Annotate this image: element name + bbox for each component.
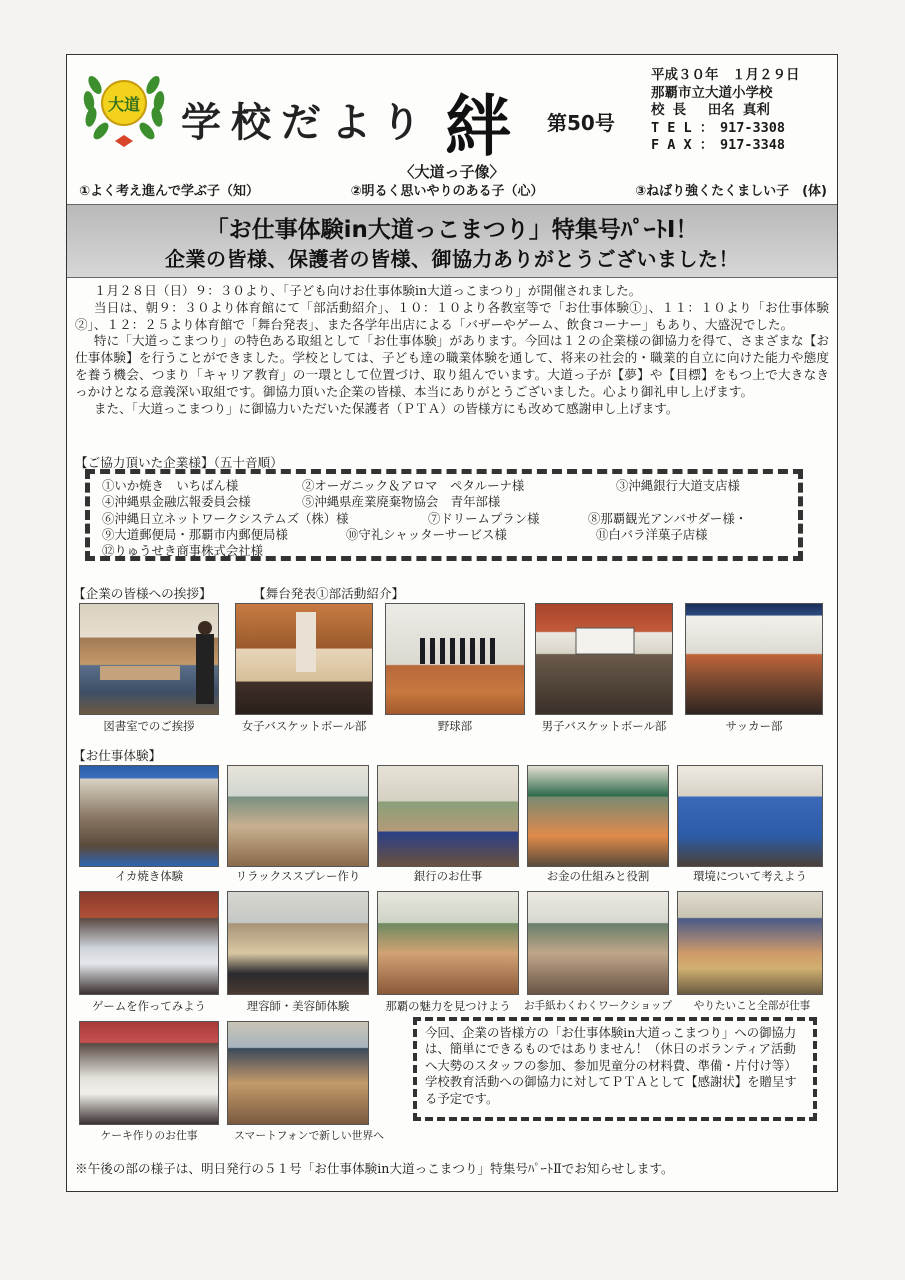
sponsor-list — [85, 469, 803, 561]
photo-caption: お金の仕組みと役割 — [546, 869, 650, 883]
newsletter-title: 学校だより — [181, 99, 431, 146]
photo-naha-charm — [377, 891, 519, 995]
photo-smartphone — [227, 1021, 369, 1125]
photo-bank-work — [377, 765, 519, 867]
photo-letter-workshop — [527, 891, 669, 995]
photo-relax-spray — [227, 765, 369, 867]
photo-all-jobs — [677, 891, 823, 995]
sponsor-item: ⑪白バラ洋菓子店様 — [596, 526, 708, 542]
photo-caption: お手紙わくわくワークショップ — [523, 1000, 673, 1012]
issue-date: 平成３０年 １月２９日 — [651, 67, 800, 83]
photo-squid-grilling — [79, 765, 219, 867]
photo-caption: ゲームを作ってみよう — [92, 999, 206, 1013]
banner-subheadline: 企業の皆様、保護者の皆様、御協力ありがとうございました！ — [165, 247, 739, 271]
sponsor-item: ⑨大道郵便局・那覇市内郵便局様 — [102, 526, 288, 542]
photo-caption: 銀行のお仕事 — [413, 869, 483, 883]
photo-library-greeting — [79, 603, 219, 715]
photo-caption: 図書室でのご挨拶 — [103, 719, 195, 733]
photo-environment — [677, 765, 823, 867]
school-name: 那覇市立大道小学校 — [651, 84, 773, 101]
photo-caption: 那覇の魅力を見つけよう — [385, 999, 511, 1013]
photo-caption: ケーキ作りのお仕事 — [100, 1129, 198, 1142]
photo-caption: 理容師・美容師体験 — [246, 999, 350, 1013]
school-fax: F A X ： 917-3348 — [651, 137, 786, 153]
sponsor-item: ①いか焼き いちばん様 — [102, 478, 239, 493]
photo-soccer-club — [685, 603, 823, 715]
footer-notice: ※午後の部の様子は、明日発行の５１号「お仕事体験in大道っこまつり」特集号ﾊﾟｰﾄⅡでお知らせします。 — [75, 1161, 674, 1176]
stage-section-heading: 【舞台発表①部活動紹介】 — [253, 586, 405, 601]
sponsor-item: ⑦ドリームプラン様 — [428, 510, 540, 526]
greeting-section-heading: 【企業の皆様への挨拶】 — [73, 586, 212, 601]
photo-caption: 環境について考えよう — [693, 869, 807, 883]
photo-money-system — [527, 765, 669, 867]
sponsor-item: ⑫りゅうせき商事株式会社様 — [102, 543, 264, 559]
newsletter-sheet — [66, 54, 838, 1192]
motto-heading: 〈大道っ子像〉 — [399, 163, 505, 181]
photo-caption: 男子バスケットボール部 — [541, 719, 667, 733]
sponsor-item: ⑥沖縄日立ネットワークシステムズ（株）様 — [102, 510, 349, 526]
emblem-text: 大道 — [107, 95, 141, 114]
article-body — [75, 283, 829, 417]
motto-item: ②明るく思いやりのある子（心） — [350, 184, 544, 199]
photo-boys-basketball — [535, 603, 673, 715]
sponsor-item: ③沖縄銀行大道支店様 — [616, 478, 740, 493]
school-tel: T E L ： 917-3308 — [651, 119, 786, 136]
article-paragraph: 当日は、朝９：３０より体育館にて「部活動紹介」、１０：１０より各教室等で「お仕事体験①」、１１：１０より「お仕事体験②」、１２：２５より体育館で「舞台発表」、また各学年出店による「バザーやゲーム、飲食コーナー」もあり、大盛況でした。 — [75, 299, 829, 332]
article-paragraph: 特に「大道っこまつり」の特色ある取組として「お仕事体験」があります。今回は１２の企業様の御協力を得て、さまざまな【お仕事体験】を行うことができました。学校としては、子ども達の職業体験を通して、将来の社会的・職業的自立に向けた能力や態度を養う機会、つまり「キャリア教育」の一環として位置づけ、取り組んでいます。大道っ子が【夢】や【目標】をもつ上で大きなきっかけとなる意義深い取組です。御協力頂いた企業の皆様、本当にありがとうございました。心より御礼申し上げます。 — [75, 333, 829, 399]
sponsor-item: ②オーガニック＆アロマ ペタルーナ様 — [302, 478, 525, 493]
sponsor-item: ⑧那覇観光アンバサダー様・ — [588, 510, 748, 526]
photo-cake-making — [79, 1021, 219, 1125]
sponsor-item: ⑤沖縄県産業廃棄物協会 青年部様 — [302, 494, 501, 510]
sponsor-item: ④沖縄県金融広報委員会様 — [102, 494, 251, 510]
sponsor-item: ⑩守礼シャッターサービス様 — [346, 526, 507, 542]
motto-list — [79, 180, 827, 199]
school-emblem-icon — [81, 65, 167, 149]
photo-caption: 女子バスケットボール部 — [241, 719, 367, 733]
photo-caption: やりたいこと全部が仕事 — [693, 1000, 811, 1012]
banner-headline: 「お仕事体験in大道っこまつり」特集号ﾊﾟｰﾄⅠ！ — [205, 217, 699, 243]
motto-item: ①よく考え進んで学ぶ子（知） — [79, 184, 260, 199]
principal-name: 校 長 田名 真利 — [651, 102, 770, 118]
photo-caption: 野球部 — [437, 719, 473, 733]
photo-caption: スマートフォンで新しい世界へ — [233, 1129, 385, 1142]
photo-caption: サッカー部 — [725, 719, 783, 733]
special-issue-banner — [67, 204, 837, 278]
motto-item: ③ねばり強くたくましい子 (体) — [635, 184, 827, 199]
photo-barber-beautician — [227, 891, 369, 995]
photo-girls-basketball — [235, 603, 373, 715]
photo-game-making — [79, 891, 219, 995]
sponsor-heading: 【ご協力頂いた企業様】（五十音順） — [75, 455, 283, 470]
issue-number: 第50号 — [547, 111, 615, 135]
photo-caption: イカ焼き体験 — [114, 869, 183, 883]
article-paragraph: また、「大道っこまつり」に御協力いただいた保護者（ＰＴＡ）の皆様方にも改めて感謝申し上げます。 — [93, 400, 679, 416]
newsletter-title-kanji: 絆 — [445, 87, 511, 165]
photo-baseball-club — [385, 603, 525, 715]
pta-appreciation-note: 今回、企業の皆様方の「お仕事体験in大道っこまつり」への御協力は、簡単にできるものではありません！（休日のボランティア活動へ大勢のスタッフの参加、参加児童分の材料費、準備・片付け等） 学校教育活動への御協力に対してＰＴＡとして【感謝状】を贈呈する予定です。 — [413, 1017, 817, 1121]
photo-caption: リラックススプレー作り — [235, 869, 361, 883]
school-info — [651, 67, 800, 155]
article-paragraph: １月２８日（日）９：３０より、「子ども向けお仕事体験in大道っこまつり」が開催されました。 — [93, 283, 642, 298]
work-section-heading: 【お仕事体験】 — [73, 748, 162, 763]
